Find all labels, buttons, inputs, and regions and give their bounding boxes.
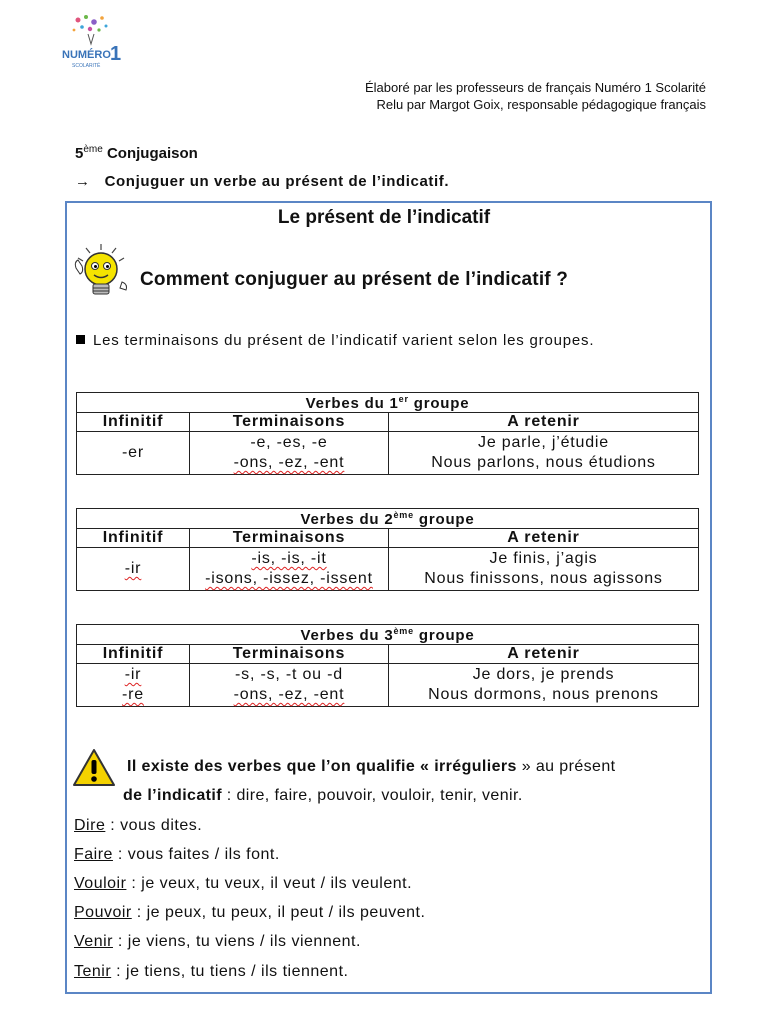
example-line: Nous dormons, nous prenons <box>428 686 659 703</box>
example-line: Je dors, je prends <box>472 666 615 683</box>
irregular-text-end: » au présent <box>516 758 616 775</box>
terminaisons-line: -s, -s, -t ou -d <box>235 666 343 683</box>
bullet-square-icon <box>76 335 85 344</box>
lightbulb-icon <box>70 242 132 304</box>
subject: Conjugaison <box>106 145 198 162</box>
caption-text-end: groupe <box>413 626 475 644</box>
irregular-line-1 <box>127 758 615 776</box>
header-infinitif: Infinitif <box>77 529 190 548</box>
header-terminaisons: Terminaisons <box>190 529 389 548</box>
warning-icon <box>72 748 116 788</box>
logo-dots <box>73 15 108 44</box>
intro-line <box>76 332 594 349</box>
terminaisons-line: -ons, -ez, -ent <box>233 686 345 703</box>
terminaisons-line: -isons, -issez, -issent <box>205 570 373 587</box>
example-venir <box>74 933 361 951</box>
level-number: 5 <box>75 145 84 162</box>
example-faire <box>74 846 280 864</box>
infinitif-value: -ir <box>124 560 142 577</box>
a-retenir-cell <box>389 664 699 707</box>
example-tenir <box>74 963 348 981</box>
svg-text:NUMÉRO: NUMÉRO <box>62 49 111 61</box>
level-heading <box>75 144 198 162</box>
header-infinitif: Infinitif <box>77 645 190 664</box>
a-retenir-cell <box>389 548 699 591</box>
verb-forms: : vous faites / ils font. <box>112 846 280 863</box>
caption-text: Verbes du 1 <box>305 394 399 412</box>
table-caption <box>77 393 699 413</box>
caption-text: Verbes du 2 <box>300 510 394 528</box>
header-terminaisons: Terminaisons <box>190 645 389 664</box>
irregular-keyword: irréguliers <box>434 758 517 775</box>
caption-text: Verbes du 3 <box>300 626 394 644</box>
terminaisons-line: -is, -is, -it <box>251 550 327 567</box>
infinitif-value: -re <box>122 686 144 703</box>
table-caption <box>77 509 699 529</box>
terminaisons-cell <box>190 548 389 591</box>
verb-name: Vouloir <box>74 875 127 892</box>
verb-forms: : je veux, tu veux, il veut / ils veulent. <box>126 875 413 892</box>
header-infinitif: Infinitif <box>77 413 190 432</box>
terminaisons-cell <box>190 664 389 707</box>
verb-name: Dire <box>74 817 106 834</box>
credit-block <box>365 79 706 113</box>
caption-text-end: groupe <box>413 510 475 528</box>
infinitif-value: -er <box>122 444 144 461</box>
header-a-retenir: A retenir <box>389 645 699 664</box>
table-caption <box>77 625 699 645</box>
lesson-title: Le présent de l’indicatif <box>277 207 491 228</box>
verb-forms: : vous dites. <box>105 817 203 834</box>
conjugation-table-group-1 <box>76 392 699 475</box>
irregular-text: Il existe des verbes que l’on qualifie « <box>127 758 435 775</box>
example-vouloir <box>74 875 412 893</box>
header-a-retenir: A retenir <box>389 413 699 432</box>
objective-line <box>75 173 449 190</box>
example-pouvoir <box>74 904 425 922</box>
header-a-retenir: A retenir <box>389 529 699 548</box>
conjugation-table-group-3 <box>76 624 699 707</box>
irregular-keyword-2: de l’indicatif <box>123 787 222 804</box>
svg-text:1: 1 <box>110 43 122 65</box>
example-line: Je parle, j’étudie <box>478 434 609 451</box>
conjugation-table-group-2 <box>76 508 699 591</box>
verb-forms: : je peux, tu peux, il peut / ils peuvent. <box>131 904 426 921</box>
example-line: Nous finissons, nous agissons <box>424 570 663 587</box>
irregular-line-2 <box>123 787 523 805</box>
numero1-logo <box>58 14 128 72</box>
level-suffix: ème <box>83 144 103 155</box>
a-retenir-cell <box>389 432 699 475</box>
irregular-list: : dire, faire, pouvoir, vouloir, tenir, venir. <box>221 787 523 804</box>
terminaisons-line: -e, -es, -e <box>250 434 328 451</box>
lesson-question: Comment conjuguer au présent de l’indicatif ? <box>140 269 569 290</box>
caption-sup: ème <box>393 509 414 520</box>
example-dire <box>74 817 202 835</box>
verb-name: Pouvoir <box>74 904 132 921</box>
terminaisons-line: -ons, -ez, -ent <box>233 454 345 471</box>
caption-sup: ème <box>393 625 414 636</box>
caption-text-end: groupe <box>408 394 470 412</box>
example-line: Je finis, j’agis <box>489 550 598 567</box>
infinitif-cell <box>77 548 190 591</box>
credit-line-1: Élaboré par les professeurs de français Numéro 1 Scolarité <box>364 80 706 95</box>
example-line: Nous parlons, nous étudions <box>431 454 656 471</box>
caption-sup: er <box>398 393 409 404</box>
infinitif-cell <box>77 432 190 475</box>
arrow-icon: → <box>75 173 91 190</box>
objective-text: Conjuguer un verbe au présent de l’indicatif. <box>104 173 450 190</box>
infinitif-cell <box>77 664 190 707</box>
verb-name: Venir <box>74 933 113 950</box>
verb-name: Faire <box>74 846 113 863</box>
infinitif-value: -ir <box>124 666 142 683</box>
terminaisons-cell <box>190 432 389 475</box>
svg-text:SCOLARITÉ: SCOLARITÉ <box>72 63 101 69</box>
credit-line-2: Relu par Margot Goix, responsable pédagogique français <box>376 97 706 112</box>
header-terminaisons: Terminaisons <box>190 413 389 432</box>
verb-forms: : je tiens, tu tiens / ils tiennent. <box>111 963 349 980</box>
verb-forms: : je viens, tu viens / ils viennent. <box>112 933 361 950</box>
verb-name: Tenir <box>74 963 112 980</box>
intro-text: Les terminaisons du présent de l’indicatif varient selon les groupes. <box>93 332 595 349</box>
